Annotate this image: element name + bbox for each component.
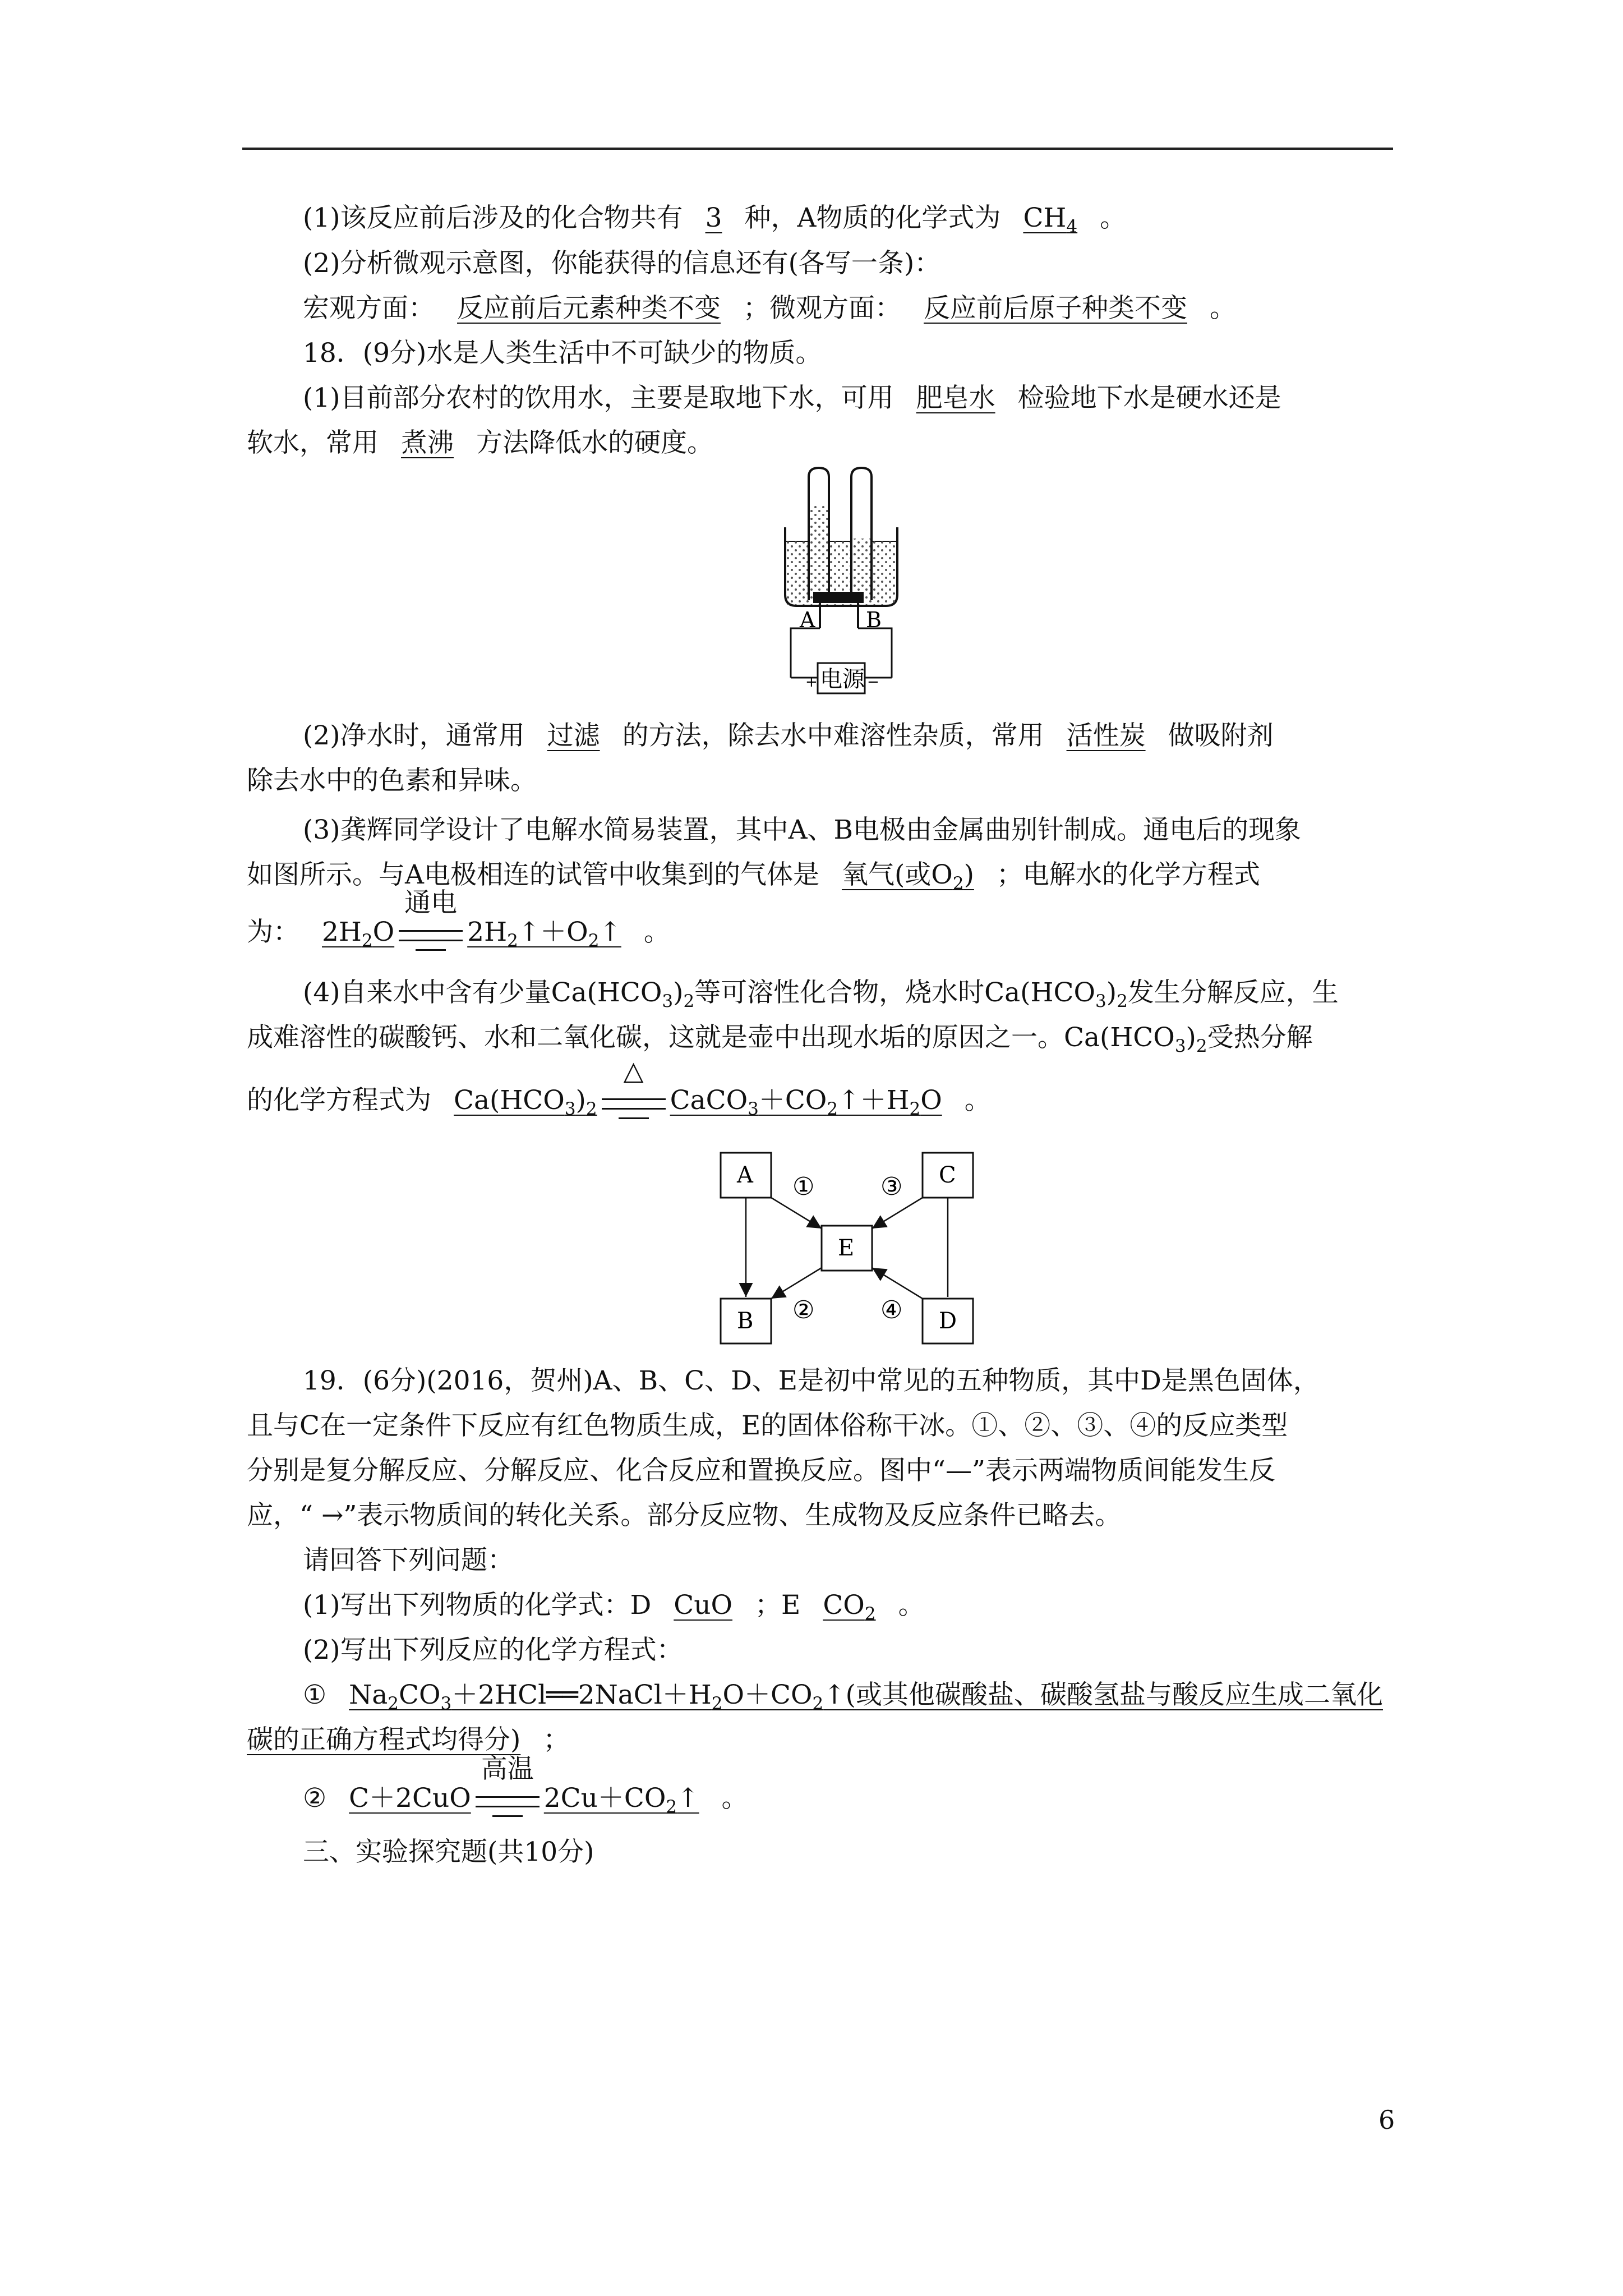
answer-blank: 反应前后原子种类不变 (924, 293, 1187, 324)
q19-line3: 分别是复分解反应、分解反应、化合反应和置换反应。图中“—”表示两端物质间能发生反 (247, 1455, 1276, 1486)
power-source-label: 电源 (820, 666, 865, 692)
page-number: 6 (1378, 2105, 1395, 2135)
q19-line1: 19．(6分)(2016，贺州)A、B、C、D、E是初中常见的五种物质，其中D是黑色固体， (303, 1365, 1320, 1396)
label-b: B (737, 1308, 754, 1334)
answer-blank: C＋2CuO 高温 $2Cu+CO_2↑$ (349, 1754, 699, 1817)
reaction-condition: 通电 (394, 914, 467, 950)
q18-s2-line2: 除去水中的色素和异味。 (247, 765, 537, 796)
q19-line5: 请回答下列问题： (303, 1545, 514, 1576)
q18-s1-line1: (1)目前部分农村的饮用水，主要是取地下水，可用 肥皂水 检验地下水是硬水还是 (303, 383, 1281, 413)
label-a: A (737, 1162, 753, 1188)
q18-equation-2: 的化学方程式为 $Ca(HCO_3)_2$ △ $CaCO_3+CO_2↑+H_2O$ 。 (247, 1056, 991, 1119)
reaction-2-label: ② (792, 1296, 815, 1324)
electrode-label-b: B (866, 608, 882, 632)
answer-blank: 氧气(或$O_2$) (841, 859, 974, 894)
q19-equation-1-line2: 碳的正确方程式均得分) ； (247, 1724, 570, 1755)
answer-blank: $Ca(HCO_3)_2$ △ $CaCO_3+CO_2↑+H_2O$ (454, 1056, 942, 1119)
reaction-condition: 高温 (471, 1780, 544, 1816)
q18-title: 18．(9分)水是人类生活中不可缺少的物质。 (303, 338, 822, 369)
reaction-1-label: ① (792, 1172, 815, 1201)
answer-blank: 肥皂水 (916, 383, 995, 413)
q18-s2-line1: (2)净水时，通常用 过滤 的方法，除去水中难溶性杂质，常用 活性炭 做吸附剂 (303, 720, 1274, 751)
q19-equation-1-line1: ① $Na_2CO_3+2HCl══2NaCl+H_2O+CO_2↑$(或其他碳酸盐、碳酸氢盐与酸反应生成二氧化 (303, 1680, 1383, 1714)
answer-blank: 反应前后元素种类不变 (457, 293, 721, 324)
q18-s3-line1: (3)龚辉同学设计了电解水简易装置，其中A、B电极由金属曲别针制成。通电后的现象 (303, 815, 1302, 845)
reaction-3-label: ③ (880, 1172, 903, 1201)
q19-line6: (1)写出下列物质的化学式：D CuO ；E $CO_2$ 。 (303, 1590, 925, 1624)
header-rule (242, 148, 1393, 150)
q18-equation-1: 为： $2H_2O$ 通电 $2H_2↑+O_2↑$ 。 (247, 887, 670, 951)
substance-relationship-diagram (718, 1150, 987, 1346)
answer-blank: $2H_2O$ 通电 $2H_2↑+O_2↑$ (322, 887, 621, 951)
label-c: C (939, 1162, 956, 1188)
q19-line4: 应，“ →”表示物质间的转化关系。部分反应物、生成物及反应条件已略去。 (247, 1500, 1122, 1531)
label-e: E (838, 1235, 855, 1261)
reaction-4-label: ④ (880, 1296, 903, 1324)
electrolysis-apparatus-figure (774, 466, 909, 701)
reaction-condition: △ (597, 1083, 670, 1119)
q18-s4-line1: (4)自来水中含有少量$Ca(HCO_3)_2$等可溶性化合物，烧水时$Ca(HCO_3)_2$发生分解反应，生 (303, 977, 1339, 1011)
label-d: D (939, 1308, 957, 1334)
answer-blank: 活性炭 (1066, 720, 1146, 751)
answer-blank: 3 (705, 203, 722, 233)
q17-part1: (1)该反应前后涉及的化合物共有 3 种，A物质的化学式为 $CH_4$ 。 (303, 203, 1127, 237)
answer-blank: 碳的正确方程式均得分) (247, 1724, 521, 1755)
q18-s4-line2: 成难溶性的碳酸钙、水和二氧化碳，这就是壶中出现水垢的原因之一。$Ca(HCO_3)_2$受热分解 (247, 1022, 1313, 1056)
q19-equation-2: ② C＋2CuO 高温 $2Cu+CO_2↑$ 。 (303, 1754, 748, 1817)
positive-terminal: + (805, 674, 818, 691)
q18-s1-line2: 软水，常用 煮沸 方法降低水的硬度。 (247, 427, 713, 458)
answer-blank: CuO (674, 1590, 733, 1621)
section-heading: 三、实验探究题(共10分) (303, 1837, 594, 1867)
electrode-label-a: A (800, 608, 815, 632)
q17-part3: 宏观方面： 反应前后元素种类不变 ；微观方面： 反应前后原子种类不变 。 (303, 293, 1236, 324)
q17-part2: (2)分析微观示意图，你能获得的信息还有(各写一条)： (303, 248, 941, 279)
answer-blank: $CO_2$ (823, 1590, 876, 1624)
answer-blank: $Na_2CO_3+2HCl══2NaCl+H_2O+CO_2↑$(或其他碳酸盐、碳酸氢盐与酸反应生成二氧化 (349, 1680, 1383, 1714)
answer-blank: 煮沸 (401, 427, 454, 458)
negative-terminal: − (867, 674, 879, 691)
answer-blank: $CH_4$ (1023, 203, 1078, 237)
answer-blank: 过滤 (547, 720, 600, 751)
q19-line7: (2)写出下列反应的化学方程式： (303, 1635, 683, 1665)
q19-line2: 且与C在一定条件下反应有红色物质生成，E的固体俗称干冰。①、②、③、④的反应类型 (247, 1410, 1288, 1441)
q18-s3-line2: 如图所示。与A电极相连的试管中收集到的气体是 氧气(或$O_2$) ；电解水的化学方程式 (247, 859, 1260, 894)
